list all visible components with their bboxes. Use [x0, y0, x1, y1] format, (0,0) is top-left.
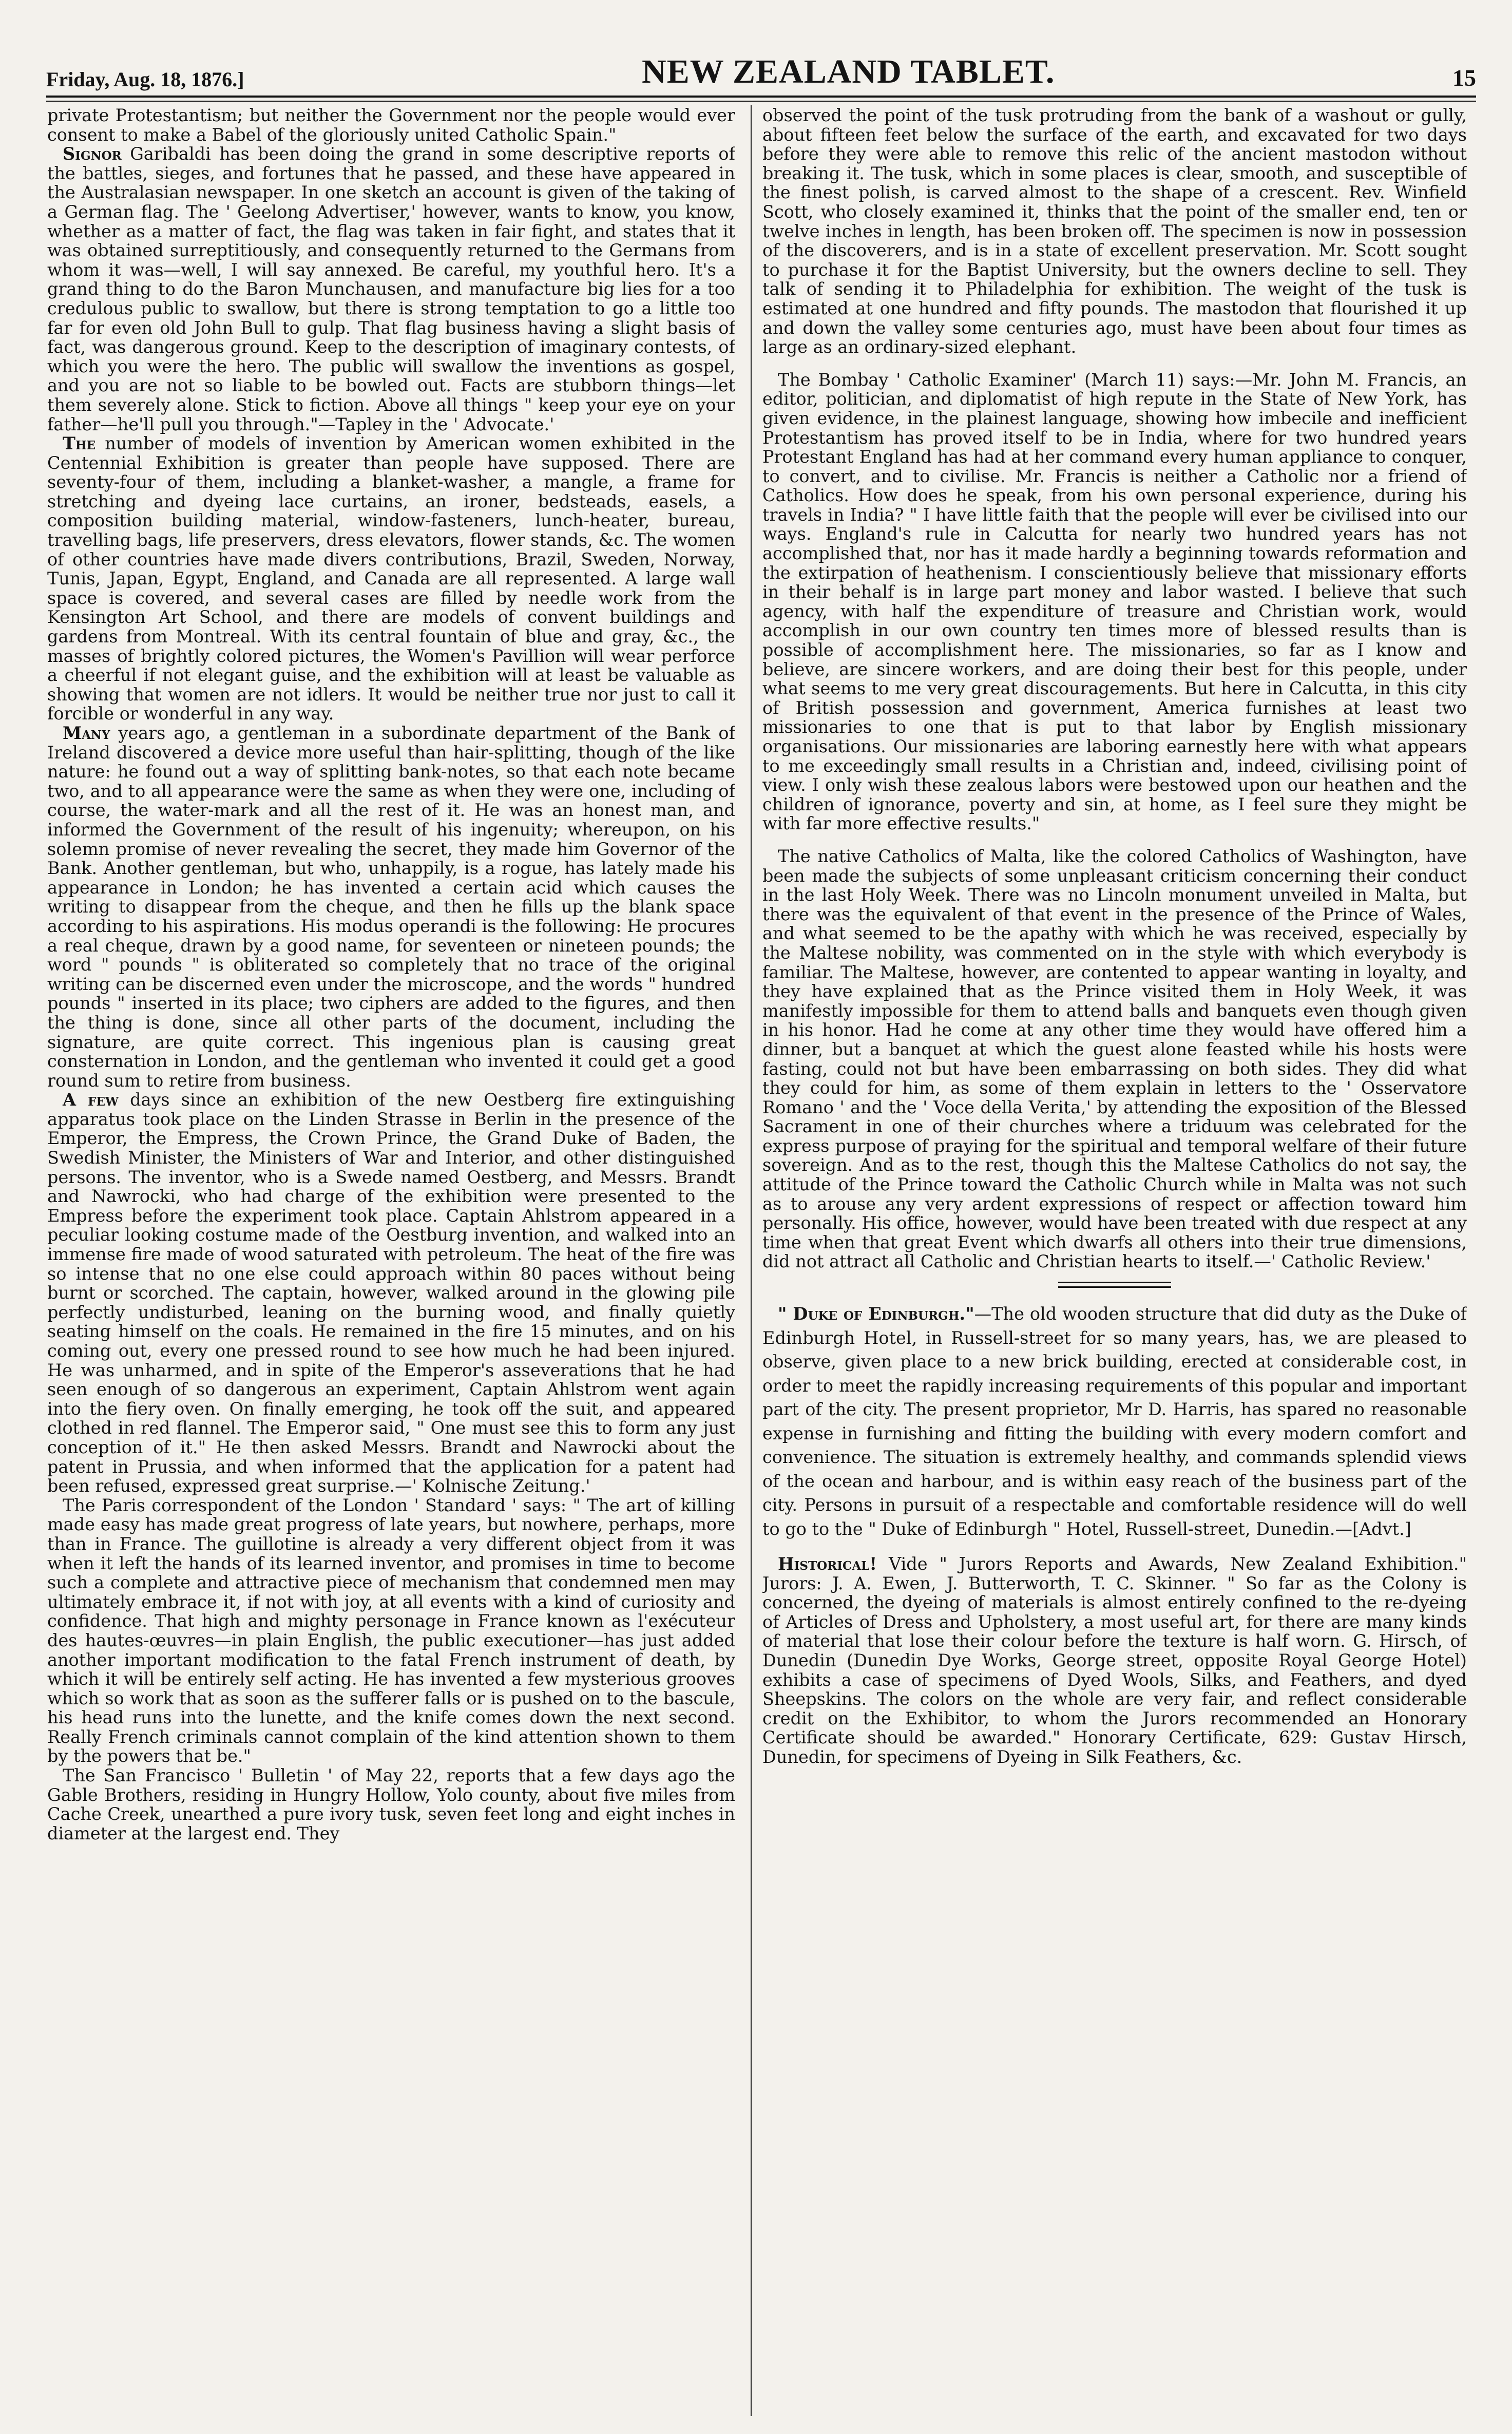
masthead-title: NEW ZEALAND TABLET. — [642, 53, 1055, 90]
article-ivory-tusk-start: The San Francisco ' Bulletin ' of May 22, reports that a few days ago the Gable Brothers, residing in Hungry Hollow, Yolo county, about five miles from Cache Creek, unearthed a pure ivory tusk, seven feet long and eight inches in diameter at the largest end. They — [47, 1765, 735, 1843]
article-garibaldi — [47, 144, 735, 434]
lead-word: Many — [63, 723, 110, 743]
article-guillotine: The Paris correspondent of the London ' Standard ' says: " The art of killing made easy has made great progress of late years, but nowhere, perhaps, more than in France. The guillotine is already a very different object from it was when it left the hands of its learned inventor, and promises in time to become such a complete and attractive piece of mechanism that condemned men may ultimately embrace it, if not with joy, at all events with a kind of curiosity and confidence. That high and mighty personage in France known as l'exécuteur des hautes-œuvres—in plain English, the public executioner—has just added another important modification to the fatal French instrument of death, by which it will be entirely self acting. He has invented a few mysterious grooves which so work that as soon as the sufferer falls or is pushed on to the bascule, his head runs into the lunette, and the knife comes down the next second. Really French criminals cannot complain of the kind attention shown to them by the powers that be." — [47, 1495, 735, 1766]
article-text: Garibaldi has been doing the grand in some descriptive reports of the battles, sieges, and fortunes that he passed, and these have appeared in the Australasian newspaper. In one sketch an account is given of the taking of a German flag. The ' Geelong Advertiser,' however, wants to know, you know, whether as a matter of fact, the flag was taken in fair fight, and states that it was obtained surreptitiously, and consequently returned to the Germans from whom it was—well, I will say annexed. Be careful, my youthful hero. It's a grand thing to do the Baron Munchausen, and manufacture big lies for a too credulous public to swallow, but there is strong temptation to go a little too far for even old John Bull to gulp. That flag business having a slight basis of fact, was dangerous ground. Keep to the description of imaginary contests, of which you were the hero. The public will swallow the inventions as gospel, and you are not so liable to be bowled out. Facts are stubborn things—let them severely alone. Stick to fiction. Above all things " keep your eye on your father—he'll pull you through."—Tapley in the ' Advocate.' — [47, 144, 735, 434]
article-bombay-examiner: The Bombay ' Catholic Examiner' (March 11) says:—Mr. John M. Francis, an editor, politician, and diplomatist of high repute in the State of New York, has given evidence, in the plainest language, showing how imbecile and inefficient Protestantism has proved itself to be in India, where for two hundred years Protestant England has had at her command every human appliance to conquer, to convert, and to civilise. Mr. Francis is neither a Catholic nor a friend of Catholics. How does he speak, from his own personal experience, during his travels in India? " I have little faith that the people will ever be civilised into our ways. England's rule in Calcutta for nearly two hundred years has not accomplished that, nor has it made hardly a beginning towards reformation and the extirpation of heathenism. I conscientiously believe that missionary efforts in their behalf is in large part money and labor wasted. I believe that such agency, with half the expenditure of treasure and Christian work, would accomplish in our own country ten times more of blessed results than is possible of accomplishment here. The missionaries, so far as I know and believe, are sincere workers, and are doing their best for this people, under what seems to me very great discouragements. But here in Calcutta, in this city of British possession and government, America furnishes at least two missionaries to one that is put to that labor by English missionary organisations. Our missionaries are laboring earnestly here with what appears to me exceedingly small results in a Christian and, indeed, civilising point of view. I only wish these zealous labors were bestowed upon our heathen and the children of ignorance, poverty and sin, at home, as I feel sure they might be with far more effective results." — [762, 369, 1467, 834]
column-divider — [751, 105, 752, 2416]
issue-date: Friday, Aug. 18, 1876.] — [46, 68, 244, 91]
section-separator-bottom — [1058, 1286, 1171, 1288]
spacer — [762, 357, 1467, 370]
lead-word: The — [63, 433, 96, 454]
article-spain-end: private Protestantism; but neither the Government nor the people would ever consent to make a Babel of the gloriously united Catholic Spain." — [47, 106, 735, 145]
lead-word: Signor — [63, 144, 122, 164]
header-rule-thick — [46, 96, 1476, 98]
header-rule-thin — [46, 101, 1476, 102]
article-women-inventions — [47, 434, 735, 724]
advert-lead: Historical! — [778, 1554, 877, 1574]
left-column — [47, 106, 735, 2419]
spacer — [762, 833, 1467, 847]
article-text: number of models of invention by American women exhibited in the Centennial Exhibition is greater than people have supposed. There are seventy-four of them, including a blanket-washer, a mangle, a frame for stretching and dyeing lace curtains, an ironer, bedsteads, easels, a composition building material, window-fasteners, lunch-heater, bureau, travelling bags, life preservers, dress elevators, flower stands, &c. The women of other countries have made divers contributions, Brazil, Sweden, Norway, Tunis, Japan, Egypt, England, and Canada are all represented. A large wall space is covered, and several cases are filled by needle work from the Kensington Art School, and there are models of convent buildings and gardens from Montreal. With its central fountain of blue and gray, &c., the masses of brightly colored pictures, the Women's Pavillion will wear perforce a cheerful if not elegant guise, and the exhibition will at least be valuable as showing that women are not idlers. It would be neither true nor just to call it forcible or wonderful in any way. — [47, 433, 735, 724]
lead-word: A few — [63, 1090, 119, 1110]
page-header — [46, 40, 1476, 91]
advert-dye-works — [762, 1554, 1467, 1767]
article-text: years ago, a gentleman in a subordinate department of the Bank of Ireland discovered a device more useful than hair-splitting, though of the like nature: he found out a way of splitting bank-notes, so that each note became two, and to all appearance were the same as when they were one, including of course, the water-mark and all the rest of it. He was an honest man, and informed the Government of the result of his ingenuity; whereupon, on his solemn promise of never revealing the secret, they made him Governor of the Bank. Another gentleman, but who, unhappily, is a rogue, has lately made his appearance in London; he has invented a certain acid which causes the writing to disappear from the cheque, and then he fills up the blank space according to his aspirations. His modus operandi is the following: He procures a real cheque, drawn by a good name, for seventeen or nineteen pounds; the word " pounds " is obliterated so completely that no trace of the original writing can be discerned even under the microscope, and the words " hundred pounds " inserted in its place; two ciphers are added to the figures, and then the thing is done, since all other parts of the document, including the signature, are quite correct. This ingenious plan is causing great consternation in London, and the gentleman who invented it could get a good round sum to retire from business. — [47, 723, 735, 1091]
right-column — [762, 106, 1467, 2419]
advert-lead: " Duke of Edinburgh." — [778, 1304, 974, 1324]
page-number: 15 — [1452, 65, 1476, 91]
section-separator-top — [1058, 1282, 1171, 1283]
advert-text: Vide " Jurors Reports and Awards, New Zealand Exhibition." Jurors: J. A. Ewen, J. Butterworth, T. C. Skinner. " So far as the Colony is concerned, the dyeing of materials is almost entirely confined to the re-dyeing of Articles of Dress and Upholstery, a most useful art, for there are many kinds of material that lose their colour before the texture is half worn. G. Hirsch, of Dunedin (Dunedin Dye Works, George street, opposite Royal George Hotel) exhibits a case of specimens of Dyed Wools, Silks, and Feathers, and dyed Sheepskins. The colors on the whole are very fair, and reflect considerable credit on the Exhibitor, to whom the Jurors recommended an Honorary Certificate should be awarded." Honorary Certificate, 629: Gustav Hirsch, Dunedin, for specimens of Dyeing in Silk Feathers, &c. — [762, 1554, 1467, 1767]
spacer — [762, 1541, 1467, 1554]
advert-duke-of-edinburgh — [762, 1302, 1467, 1541]
article-text: days since an exhibition of the new Oestberg fire extinguishing apparatus took place on the Linden Strasse in Berlin in the presence of the Emperor, the Empress, the Crown Prince, the Grand Duke of Baden, the Swedish Minister, the Ministers of War and Interior, and other distinguished persons. The inventor, who is a Swede named Oestberg, and Messrs. Brandt and Nawrocki, who had charge of the exhibition were presented to the Empress before the experiment took place. Captain Ahlstrom appeared in a peculiar looking costume made of the Oestburg invention, and walked into an immense fire made of wood saturated with petroleum. The heat of the fire was so intense that no one else could approach within 80 paces without being burnt or scorched. The captain, however, walked around in the glowing pile perfectly undisturbed, leaning on the burning wood, and finally quietly seating himself on the coals. He remained in the fire 15 minutes, and on his coming out, every one pressed round to see how much he had been injured. He was unharmed, and in spite of the Emperor's asseverations that he had seen enough of so dangerous an experiment, Captain Ahlstrom went again into the fiery oven. On finally emerging, he took off the suit, and appeared clothed in red flannel. The Emperor said, " One must see this to form any just conception of it." He then asked Messrs. Brandt and Nawrocki about the patent in Prussia, and when informed that the application for a patent had been refused, expressed great surprise.—' Kolnische Zeitung.' — [47, 1090, 735, 1496]
article-bank-notes — [47, 724, 735, 1090]
advert-text: —The old wooden structure that did duty as the Duke of Edinburgh Hotel, in Russell-street for so many years, has, we are pleased to observe, given place to a new brick building, erected at considerable cost, in order to meet the rapidly increasing requirements of this popular and important part of the city. The present proprietor, Mr D. Harris, has spared no reasonable expense in furnishing and fitting the building with every modern comfort and convenience. The situation is extremely healthy, and commands splendid views of the ocean and harbour, and is within easy reach of the business part of the city. Persons in pursuit of a respectable and comfortable residence will do well to go to the " Duke of Edinburgh " Hotel, Russell-street, Dunedin.—[Advt.] — [762, 1304, 1467, 1539]
article-malta-catholics: The native Catholics of Malta, like the colored Catholics of Washington, have been made the subjects of some unpleasant criticism concerning their conduct in the last Holy Week. There was no Lincoln monument unveiled in Malta, but there was the equivalent of that event in the presence of the Prince of Wales, and what seemed to be the apathy with which he was received, especially by the Maltese nobility, was commented on in the style with which everybody is familiar. The Maltese, however, are contented to appear wanting in loyalty, and they have explained that as the Prince visited them in Holy Week, it was manifestly impossible for them to attend balls and banquets even though given in his honor. Had he come at any other time they would have offered him a dinner, but a banquet at which the guest alone feasted while his hosts were fasting, could not but have been embarrassing on both sides. They did what they could for him, as some of them explain in letters to the ' Osservatore Romano ' and the ' Voce della Verita,' by attending the exposition of the Blessed Sacrament in one of their churches where a triduum was celebrated for the express purpose of praying for the spiritual and temporal welfare of their future sovereign. And as to the rest, though this the Maltese Catholics do not say, the attitude of the Prince toward the Catholic Church while in Malta was not such as to arouse any very ardent expressions of respect or affection toward him personally. His office, however, would have been treated with due respect at any time when that great Event which dwarfs all others into their true dimensions, did not attract all Catholic and Christian hearts to itself.—' Catholic Review.' — [762, 846, 1467, 1272]
article-ivory-tusk-end: observed the point of the tusk protruding from the bank of a washout or gully, about fifteen feet below the surface of the earth, and excavated for two days before they were able to remove this relic of the ancient mastodon without breaking it. The tusk, which in some places is clear, smooth, and susceptible of the finest polish, is carved almost to the shape of a crescent. Rev. Winfield Scott, who closely examined it, thinks that the point of the smaller end, ten or twelve inches in length, has been broken off. The specimen is now in possession of the discoverers, and is in a state of excellent preservation. Mr. Scott sought to purchase it for the Baptist University, but the owners decline to sell. They talk of sending it to Philadelphia for exhibition. The weight of the tusk is estimated at one hundred and fifty pounds. The mastodon that flourished it up and down the valley some centuries ago, must have been about four times as large as an ordinary-sized elephant. — [762, 106, 1467, 357]
article-fire-extinguisher — [47, 1090, 735, 1495]
